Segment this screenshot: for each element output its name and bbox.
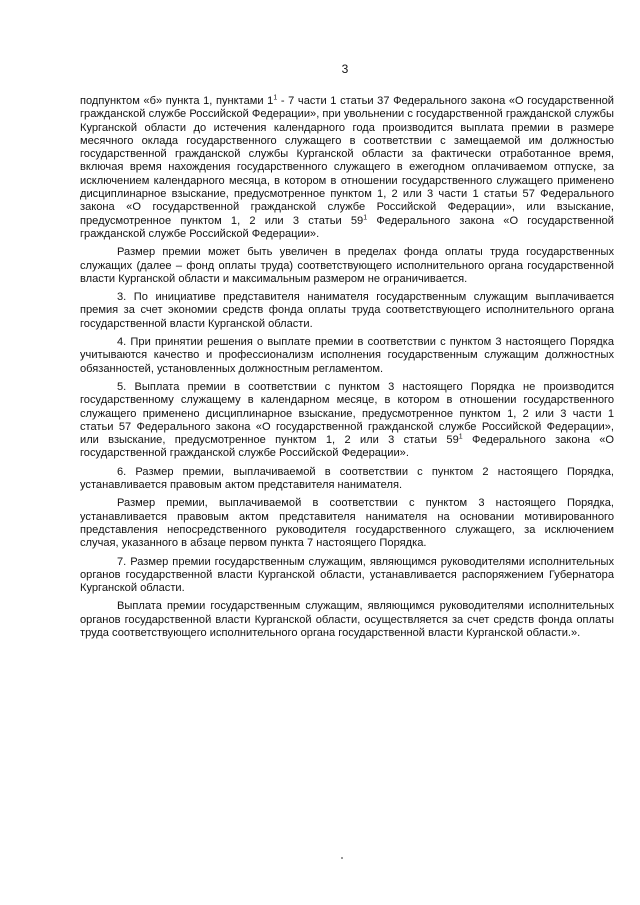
paragraph-text: Федерального закона «О государственной гражданской службе Российской Федерации». (80, 214, 615, 240)
paragraph-text: - 7 части 1 статьи 37 Федерального закона «О государственной гражданской службе Российской Федерации», при увольнении с государственной гражданской службы Курганской области до истечения календарного года производится выплата премии в размере месячного оклада государственного служащего в соответствии с замещаемой им должностью государственной гражданской службы Курганской области за фактически отработанное время, включая время нахождения государственного служащего в ежегодном оплачиваемом отпуске, за исключением календарного месяца, в котором в отношении государственного служащего применено дисциплинарное взыскание, предусмотренное пунктом 1, 2 или 3 части 1 статьи 57 Федерального закона «О государственной гражданской службе Российской Федерации», или взыскание, предусмотренное пунктом 1, 2 или 3 статьи 59 (80, 95, 614, 227)
document-body (80, 95, 614, 640)
paragraph-text: 5. Выплата премии в соответствии с пунктом 3 настоящего Порядка не производится государственному служащему в календарном месяце, в котором в отношении государственного служащего применено дисциплинарное взыскание, предусмотренное пунктом 1, 2 или 3 части 1 статьи 57 Федерального закона «О государственной гражданской службе Российской Федерации», или взыскание, предусмотренное пунктом 1, 2 или 3 статьи 59 (80, 380, 614, 447)
paragraph-item-3: 3. По инициативе представителя нанимателя государственным служащим выплачивается премия за счет экономии средств фонда оплаты труда соответствующего исполнительного органа государственной власти Курганской области. (80, 291, 614, 330)
paragraph-item-7: 7. Размер премии государственным служащим, являющимся руководителями исполнительных органов государственной власти Курганской области, устанавливается распоряжением Губернатора Курганской области. (80, 555, 614, 595)
superscript: 1 (273, 94, 278, 102)
scan-dot (341, 857, 343, 859)
paragraph-item-6-second: Размер премии, выплачиваемой в соответствии с пунктом 3 настоящего Порядка, устанавливается правовым актом представителя нанимателя на основании мотивированного представления непосредственного руководителя государственного служащего, за исключением случая, указанного в абзаце первом пункта 7 настоящего Порядка. (80, 497, 614, 550)
paragraph-item-5 (80, 381, 614, 461)
paragraph-item-7-second: Выплата премии государственным служащим, являющимся руководителями исполнительных органов государственной власти Курганской области, осуществляется за счет средств фонда оплаты труда соответствующего исполнительного органа государственной власти Курганской области.». (80, 600, 614, 639)
paragraph-continuation (80, 95, 614, 241)
paragraph-premium-increase: Размер премии может быть увеличен в пределах фонда оплаты труда государственных служащих (далее – фонд оплаты труда) соответствующего исполнительного органа государственной власти Курганской области и максимальным размером не ограничивается. (80, 246, 614, 285)
paragraph-text: Федерального закона «О государственной гражданской службе Российской Федерации». (80, 434, 614, 460)
page-number: 3 (341, 62, 349, 76)
superscript: 1 (363, 213, 368, 221)
paragraph-item-6: 6. Размер премии, выплачиваемой в соответствии с пунктом 2 настоящего Порядка, устанавливается правовым актом представителя нанимателя. (80, 465, 614, 492)
paragraph-item-4: 4. При принятии решения о выплате премии в соответствии с пунктом 3 настоящего Порядка учитываются качество и профессионализм исполнения государственным служащим должностных обязанностей, установленных должностным регламентом. (80, 336, 614, 375)
superscript: 1 (458, 433, 463, 441)
paragraph-text: подпунктом «б» пункта 1, пунктами 1 (80, 95, 274, 107)
